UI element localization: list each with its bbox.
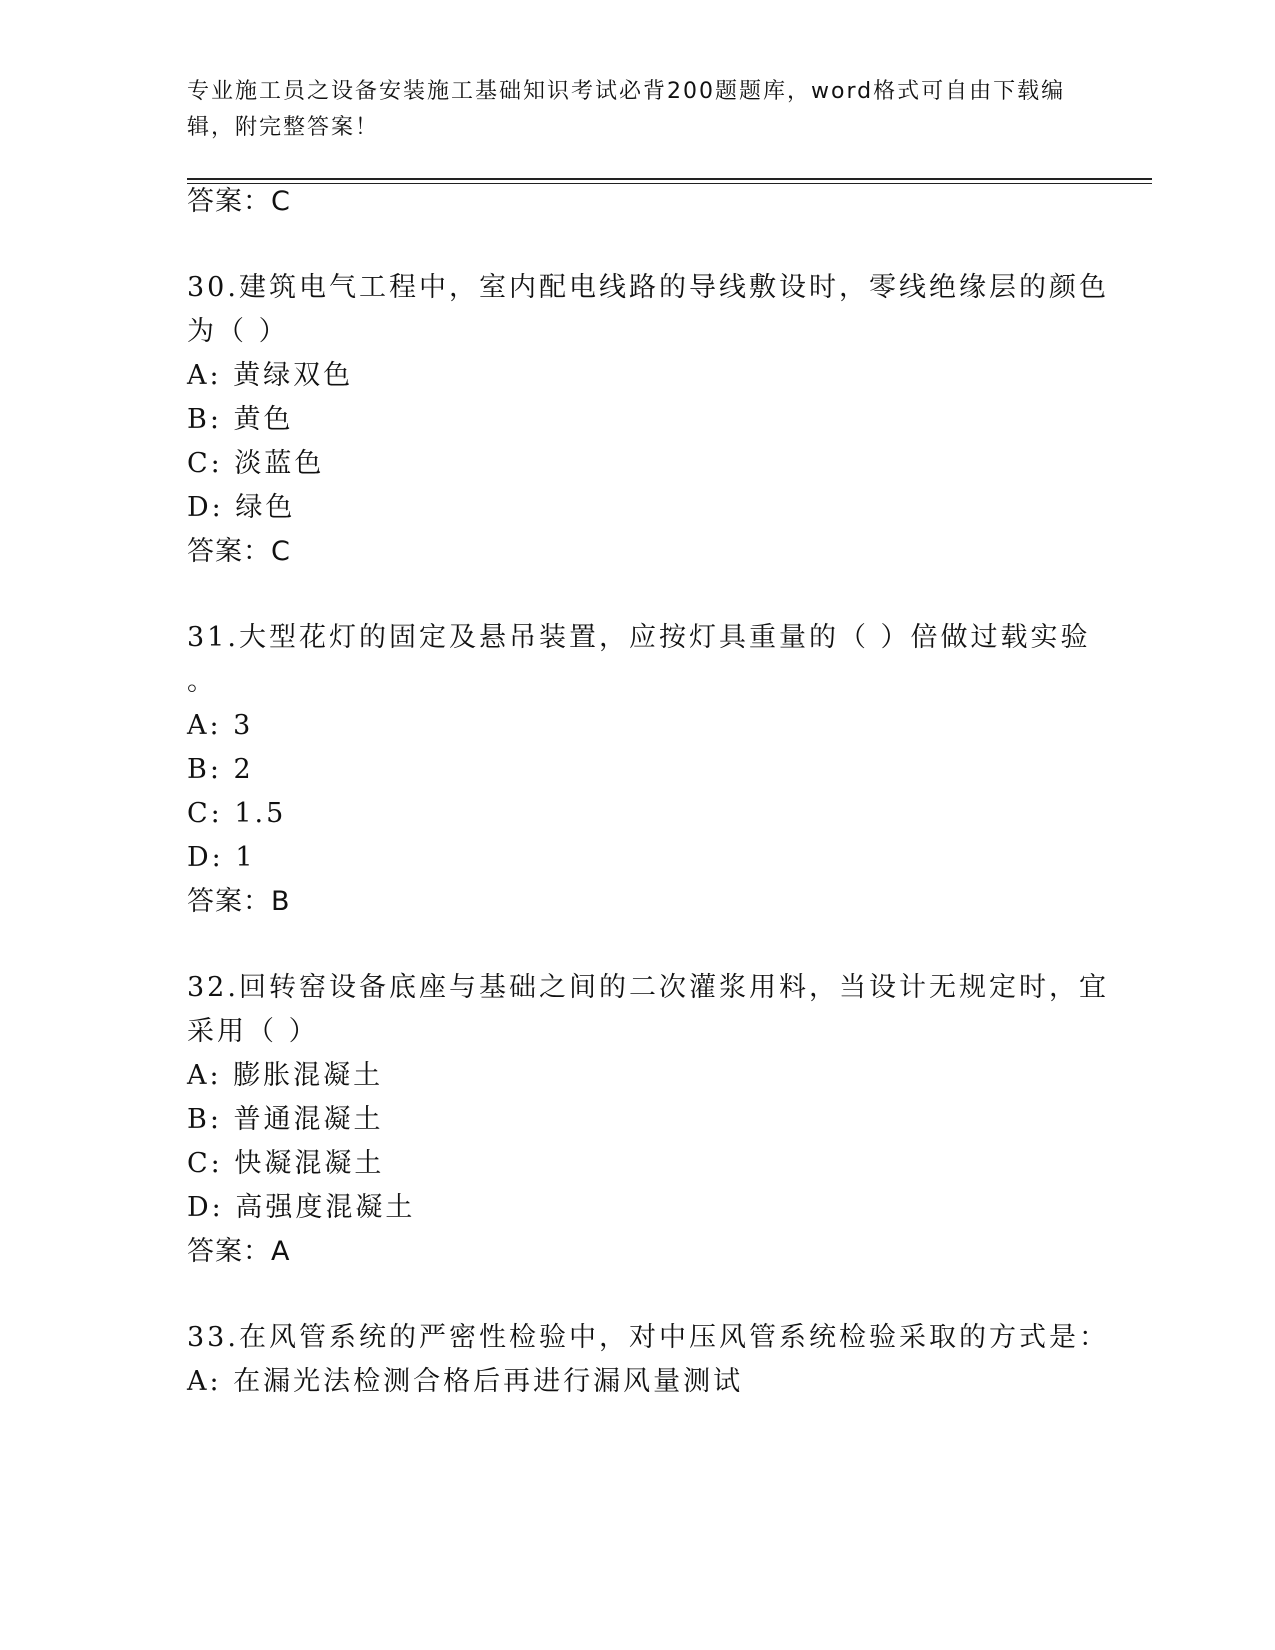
question-30-option-b: B: 黄色 xyxy=(187,404,294,435)
answer-31: 答案：B xyxy=(187,886,291,917)
question-32-option-c: C: 快凝混凝土 xyxy=(187,1148,385,1179)
answer-29: 答案：C xyxy=(187,186,291,217)
question-31-option-c: C: 1.5 xyxy=(187,798,287,829)
answer-30: 答案：C xyxy=(187,536,291,567)
question-30-option-a: A: 黄绿双色 xyxy=(187,360,354,391)
question-30-option-d: D: 绿色 xyxy=(187,492,296,523)
question-32-option-a: A: 膨胀混凝土 xyxy=(187,1060,384,1091)
question-33-line-1: 33.在风管系统的严密性检验中，对中压风管系统检验采取的方式是： xyxy=(187,1322,1109,1353)
answer-32: 答案：A xyxy=(187,1236,291,1267)
question-32-option-b: B: 普通混凝土 xyxy=(187,1104,384,1135)
question-32-option-d: D: 高强度混凝土 xyxy=(187,1192,416,1223)
question-31-option-b: B: 2 xyxy=(187,754,254,785)
question-33-option-a: A: 在漏光法检测合格后再进行漏风量测试 xyxy=(187,1366,744,1397)
question-32-line-1: 32.回转窑设备底座与基础之间的二次灌浆用料，当设计无规定时，宜 xyxy=(187,972,1109,1003)
question-30-line-1: 30.建筑电气工程中，室内配电线路的导线敷设时，零线绝缘层的颜色 xyxy=(187,272,1109,303)
question-31-option-a: A: 3 xyxy=(187,710,254,741)
document-header: 专业施工员之设备安装施工基础知识考试必背200题题库，word格式可自由下载编辑，附完整答案！ xyxy=(187,79,1066,140)
question-30-line-2: 为（ ） xyxy=(187,316,289,347)
header-rule-thin xyxy=(187,183,1152,184)
header-rule-thick xyxy=(187,178,1152,180)
question-31-line-2: 。 xyxy=(187,666,217,697)
question-32-line-2: 采用（ ） xyxy=(187,1016,319,1047)
question-31-option-d: D: 1 xyxy=(187,842,256,873)
question-31-line-1: 31.大型花灯的固定及悬吊装置，应按灯具重量的（ ）倍做过载实验 xyxy=(187,622,1091,653)
question-30-option-c: C: 淡蓝色 xyxy=(187,448,325,479)
